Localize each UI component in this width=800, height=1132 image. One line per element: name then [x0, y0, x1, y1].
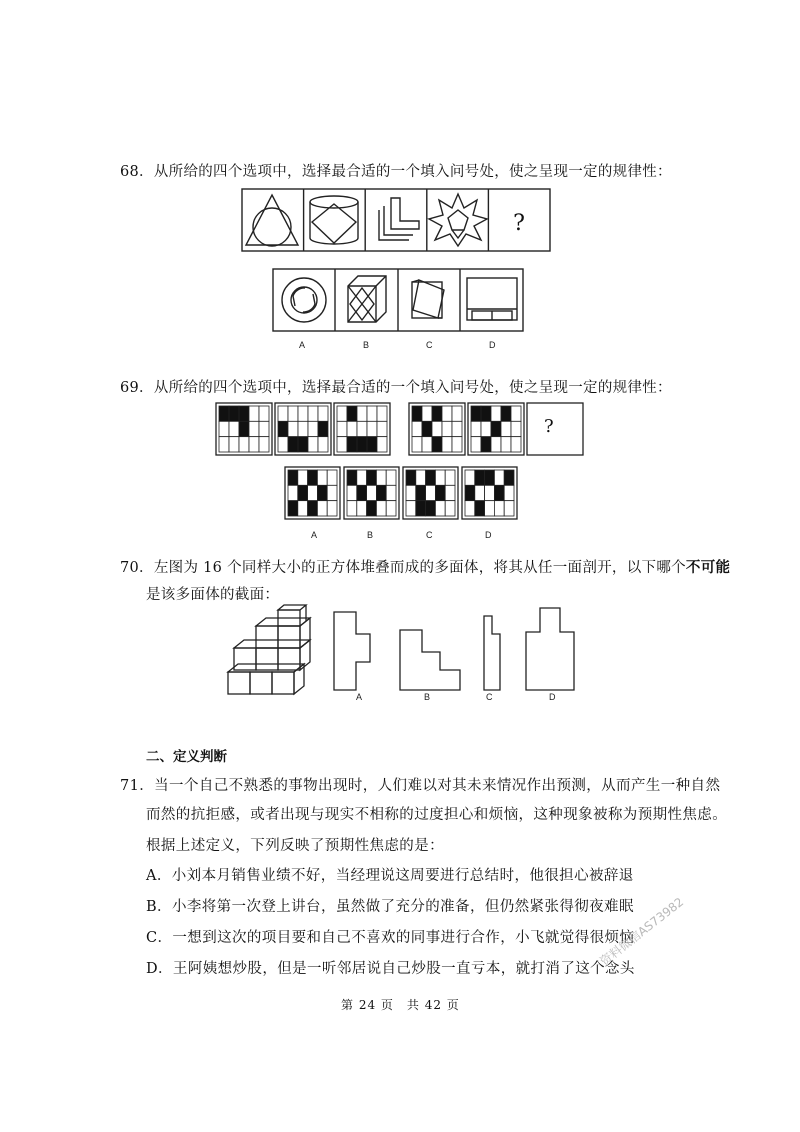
watermark: 资料微信AS73982 [597, 894, 687, 969]
q69-question-mark: ? [544, 416, 554, 437]
q68-option-b-figure [348, 276, 386, 322]
q69-options-row [283, 465, 519, 523]
q69-figure-row [214, 401, 584, 459]
q70-option-d-label: D [549, 692, 556, 702]
q68-fig3-nested-l [379, 198, 419, 240]
q69-option-a-figure [285, 467, 340, 519]
q69-option-c-figure [403, 467, 458, 519]
question-71-line2: 而然的抗拒感，或者出现与现实不相称的过度担心和烦恼，这种现象被称为预期性焦虑。 [146, 807, 728, 823]
q70-cube-stack [228, 605, 310, 694]
question-68-text: 68．从所给的四个选项中，选择最合适的一个填入问号处，使之呈现一定的规律性： [120, 164, 672, 180]
q69-figure-5 [468, 403, 524, 455]
q70-option-a-label: A [356, 692, 363, 702]
q70-figure [222, 604, 582, 704]
q68-figure-row [241, 188, 551, 252]
q70-option-a-shape [334, 612, 370, 690]
question-71-choice-c: C．一想到这次的项目要和自己不喜欢的同事进行合作，小飞就觉得很烦恼 [146, 930, 635, 946]
question-71-line1: 71．当一个自己不熟悉的事物出现时，人们难以对其未来情况作出预测，从而产生一种自然 [120, 778, 721, 794]
q68-fig2-cylinder-diamond [310, 196, 358, 244]
question-71-choice-b: B．小李将第一次登上讲台，虽然做了充分的准备，但仍然紧张得彻夜难眠 [146, 899, 634, 915]
q68-options-row [272, 268, 524, 332]
q68-option-d-figure [467, 278, 517, 320]
q69-figure-3 [334, 403, 390, 455]
q69-question-box [527, 403, 583, 455]
question-71-line3: 根据上述定义，下列反映了预期性焦虑的是： [146, 838, 444, 854]
q69-option-d-figure [462, 467, 517, 519]
not-possible-emphasis: 不可能 [685, 560, 731, 576]
question-71-choice-d: D．王阿姨想炒股，但是一听邻居说自己炒股一直亏本，就打消了这个念头 [146, 961, 635, 977]
q70-option-c-shape [484, 616, 500, 690]
q68-option-b-label: B [363, 340, 370, 350]
q69-option-b-label: B [367, 530, 374, 540]
q69-option-d-label: D [485, 530, 492, 540]
q68-option-a-figure [282, 278, 326, 322]
section-title: 二、定义判断 [146, 749, 227, 765]
q70-option-b-label: B [424, 692, 431, 702]
question-70-line1: 70．左图为 16 个同样大小的正方体堆叠而成的多面体，将其从任一面剖开，以下哪个不可能 [120, 560, 731, 576]
q69-figure-2 [275, 403, 331, 455]
q68-fig1-triangle-circle [246, 195, 298, 246]
q68-fig4-star [429, 194, 487, 246]
q68-option-a-label: A [299, 340, 306, 350]
q70-option-d-shape [526, 608, 574, 690]
question-71-choice-a: A．小刘本月销售业绩不好，当经理说这周要进行总结时，他很担心被辞退 [146, 868, 634, 884]
question-69-text: 69．从所给的四个选项中，选择最合适的一个填入问号处，使之呈现一定的规律性： [120, 380, 672, 396]
q68-option-d-label: D [489, 340, 496, 350]
q69-option-b-figure [344, 467, 399, 519]
q68-option-c-label: C [426, 340, 433, 350]
q69-figure-1 [216, 403, 272, 455]
q69-figure-4 [409, 403, 465, 455]
q69-option-c-label: C [426, 530, 433, 540]
q68-question-mark: ? [513, 211, 525, 236]
q69-option-a-label: A [311, 530, 318, 540]
q70-option-c-label: C [486, 692, 493, 702]
page-footer: 第 24 页 共 42 页 [341, 998, 460, 1012]
q68-option-c-figure [412, 280, 444, 318]
question-70-line2: 是该多面体的截面： [146, 587, 280, 603]
q70-option-b-shape [400, 630, 460, 690]
